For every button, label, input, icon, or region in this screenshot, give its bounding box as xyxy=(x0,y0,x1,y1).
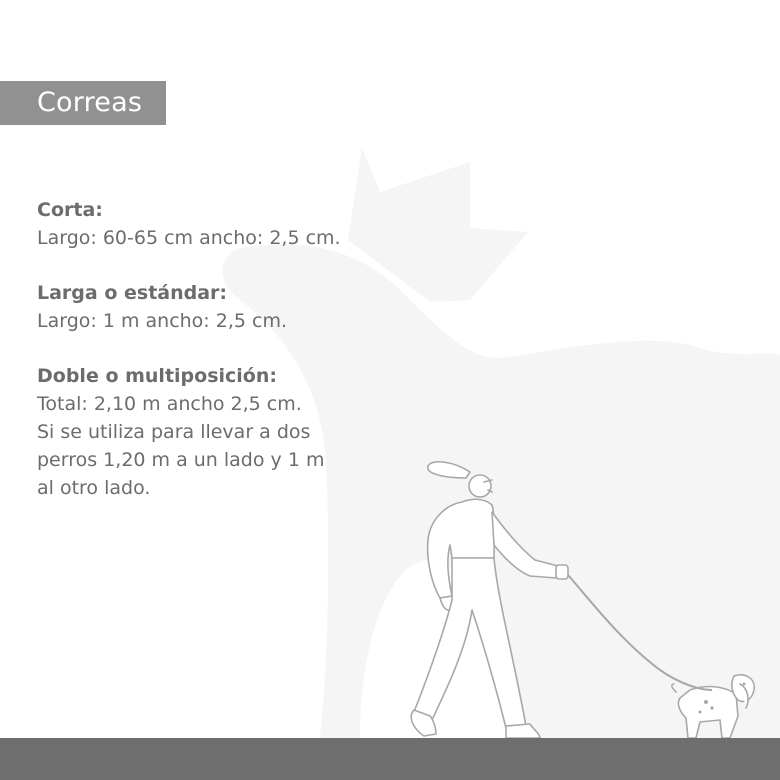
section-text: Si se utiliza para llevar a dos xyxy=(37,421,311,443)
section-text: Largo: 1 m ancho: 2,5 cm. xyxy=(37,310,287,332)
leash-descriptions xyxy=(37,196,377,529)
title-banner xyxy=(0,81,166,125)
section-corta xyxy=(37,196,377,252)
section-text: Total: 2,10 m ancho 2,5 cm. xyxy=(37,393,302,415)
section-title: Corta: xyxy=(37,199,103,221)
section-title: Larga o estándar: xyxy=(37,282,228,304)
woman-walking-dog-icon xyxy=(400,450,780,750)
section-title: Doble o multiposición: xyxy=(37,365,277,387)
page-title: Correas xyxy=(37,87,143,118)
section-doble xyxy=(37,362,377,502)
section-text: Largo: 60-65 cm ancho: 2,5 cm. xyxy=(37,227,341,249)
section-larga xyxy=(37,279,377,335)
section-text: al otro lado. xyxy=(37,477,151,499)
footer-bar xyxy=(0,738,780,780)
section-text: perros 1,20 m a un lado y 1 m xyxy=(37,449,325,471)
